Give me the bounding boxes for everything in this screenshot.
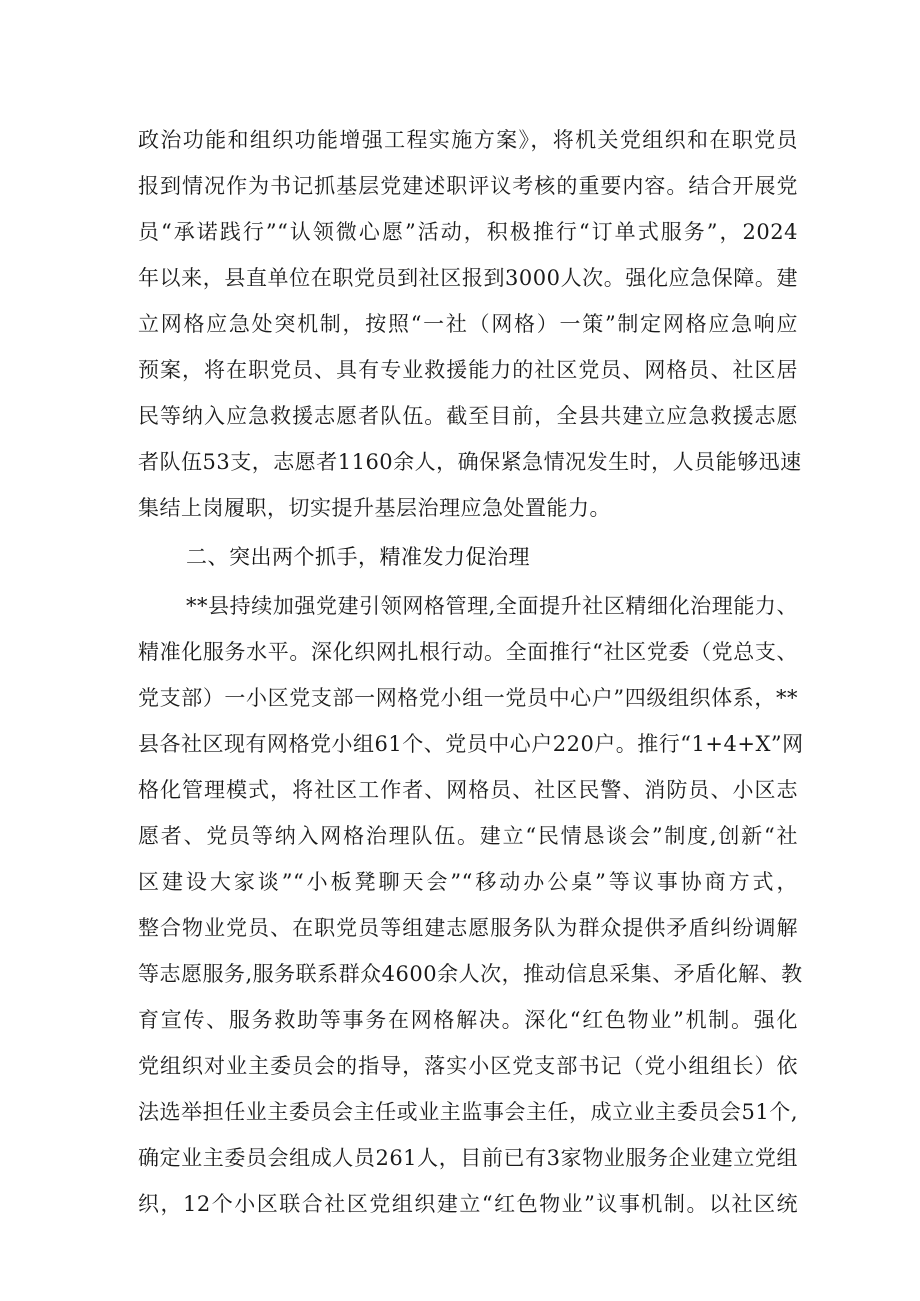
text-line: 区建设大家谈”“小板凳聊天会”“移动办公桌”等议事协商方式，: [138, 870, 798, 894]
text-line: 愿者、党员等纳入网格治理队伍。建立“民情恳谈会”制度,创新“社: [138, 824, 798, 848]
paragraph-2: [138, 583, 804, 1227]
text-line: 民等纳入应急救援志愿者队伍。截至目前，全县共建立应急救援志愿: [138, 404, 798, 428]
section-heading: 二、突出两个抓手，精准发力促治理: [186, 545, 530, 569]
text-line: 集结上岗履职，切实提升基层治理应急处置能力。: [138, 496, 611, 520]
text-line: 等志愿服务,服务联系群众4600余人次，推动信息采集、矛盾化解、教: [138, 962, 803, 986]
text-line: 年以来，县直单位在职党员到社区报到3000人次。强化应急保障。建: [138, 266, 798, 290]
text-line: 员“承诺践行”“认领微心愿”活动，积极推行“订单式服务”，2024: [138, 220, 798, 244]
text-line: 育宣传、服务救助等事务在网格解决。深化“红色物业”机制。强化: [138, 1008, 798, 1032]
text-line: 立网格应急处突机制，按照“一社（网格）一策”制定网格应急响应: [138, 312, 798, 336]
text-line: 县各社区现有网格党小组61个、党员中心户220户。推行“1+4+X”网: [138, 732, 804, 756]
text-line: 精准化服务水平。深化织网扎根行动。全面推行“社区党委（党总支、: [138, 640, 798, 664]
text-line: 法选举担任业主委员会主任或业主监事会主任，成立业主委员会51个,: [138, 1100, 798, 1124]
text-line: 报到情况作为书记抓基层党建述职评议考核的重要内容。结合开展党: [138, 174, 798, 198]
text-line: 党组织对业主委员会的指导，落实小区党支部书记（党小组组长）依: [138, 1054, 798, 1078]
document-body: [138, 117, 804, 1227]
text-line: 政治功能和组织功能增强工程实施方案》，将机关党组织和在职党员: [138, 128, 798, 152]
text-line: 整合物业党员、在职党员等组建志愿服务队为群众提供矛盾纠纷调解: [138, 916, 798, 940]
text-line: 党支部）一小区党支部一网格党小组一党员中心户”四级组织体系，**: [138, 686, 798, 710]
text-line: 者队伍53支，志愿者1160余人，确保紧急情况发生时，人员能够迅速: [138, 450, 802, 474]
text-line: 织，12个小区联合社区党组织建立“红色物业”议事机制。以社区统: [138, 1192, 798, 1216]
text-line: **县持续加强党建引领网格管理,全面提升社区精细化治理能力、: [186, 594, 798, 618]
text-line: 确定业主委员会组成人员261人，目前已有3家物业服务企业建立党组: [138, 1146, 798, 1170]
paragraph-1: [138, 117, 802, 531]
text-line: 预案，将在职党员、具有专业救援能力的社区党员、网格员、社区居: [138, 358, 798, 382]
text-line: 格化管理模式，将社区工作者、网格员、社区民警、消防员、小区志: [138, 778, 798, 802]
